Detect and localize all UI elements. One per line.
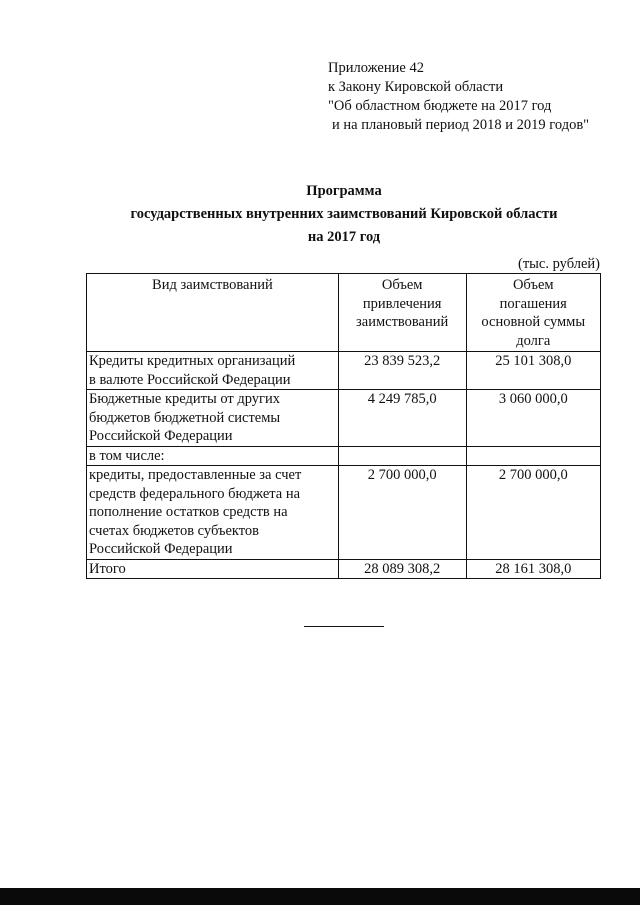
row-label-budget-credits bbox=[87, 390, 339, 447]
title-line-3: на 2017 год bbox=[307, 229, 381, 245]
row-repayment-value: 3 060 000,0 bbox=[466, 390, 600, 447]
header-repayment-line: Объем bbox=[512, 277, 554, 293]
header-type-text: Вид заимствований bbox=[152, 277, 273, 293]
table-row bbox=[87, 446, 601, 466]
row-label-including bbox=[87, 446, 339, 466]
header-attraction-line: привлечения bbox=[362, 295, 442, 312]
header-repayment-volume bbox=[466, 274, 600, 352]
row-label-line: Итого bbox=[89, 560, 126, 577]
table-row bbox=[87, 466, 601, 560]
appendix-line-3: "Об областном бюджете на 2017 год bbox=[328, 98, 552, 114]
row-attraction-value: 4 249 785,0 bbox=[338, 390, 466, 447]
total-repayment-value: 28 161 308,0 bbox=[466, 559, 600, 579]
title-line-1: Программа bbox=[306, 183, 382, 199]
header-attraction-line: Объем bbox=[381, 277, 423, 293]
appendix-line-4: и на плановый период 2018 и 2019 годов" bbox=[332, 117, 590, 133]
document-title bbox=[80, 180, 608, 249]
row-label-line: Кредиты кредитных организаций bbox=[89, 353, 296, 369]
row-attraction-value: 2 700 000,0 bbox=[338, 466, 466, 560]
header-attraction-line: заимствований bbox=[356, 314, 449, 330]
table-row bbox=[87, 352, 601, 390]
table-header-row bbox=[87, 274, 601, 352]
header-repayment-line: погашения bbox=[499, 295, 567, 312]
row-label-federal-credits bbox=[87, 466, 339, 560]
appendix-reference bbox=[328, 59, 589, 135]
header-attraction-volume bbox=[338, 274, 466, 352]
row-attraction-value: 23 839 523,2 bbox=[338, 352, 466, 390]
row-label-line: кредиты, предоставленные за счет bbox=[89, 467, 302, 483]
row-label-commercial-credits bbox=[87, 352, 339, 390]
row-label-line: в валюте Российской Федерации bbox=[89, 371, 291, 388]
appendix-line-1: Приложение 42 bbox=[328, 60, 424, 76]
row-label-line: средств федерального бюджета на bbox=[89, 485, 301, 502]
row-label-line: Российской Федерации bbox=[89, 428, 233, 444]
total-attraction-value: 28 089 308,2 bbox=[338, 559, 466, 579]
appendix-line-2: к Закону Кировской области bbox=[328, 79, 504, 95]
header-repayment-line: долга bbox=[516, 332, 551, 349]
row-repayment-value: 2 700 000,0 bbox=[466, 466, 600, 560]
borrowings-table bbox=[86, 273, 601, 579]
row-label-line: в том числе: bbox=[89, 447, 165, 464]
header-repayment-line: основной суммы bbox=[481, 314, 586, 330]
header-borrowing-type bbox=[87, 274, 339, 352]
row-label-line: счетах бюджетов субъектов bbox=[89, 522, 260, 539]
scan-edge-bar bbox=[0, 888, 640, 905]
row-repayment-value: 25 101 308,0 bbox=[466, 352, 600, 390]
end-separator-line bbox=[304, 626, 384, 627]
row-label-line: пополнение остатков средств на bbox=[89, 504, 288, 520]
row-label-line: Бюджетные кредиты от других bbox=[89, 391, 281, 407]
table-row bbox=[87, 390, 601, 447]
row-label-line: бюджетов бюджетной системы bbox=[89, 409, 281, 426]
row-label-total bbox=[87, 559, 339, 579]
units-label: (тыс. рублей) bbox=[518, 256, 600, 272]
title-line-2: государственных внутренних заимствований Кировской области bbox=[130, 206, 558, 222]
row-label-line: Российской Федерации bbox=[89, 541, 233, 557]
row-repayment-value bbox=[466, 446, 600, 466]
row-attraction-value bbox=[338, 446, 466, 466]
table-row-total bbox=[87, 559, 601, 579]
